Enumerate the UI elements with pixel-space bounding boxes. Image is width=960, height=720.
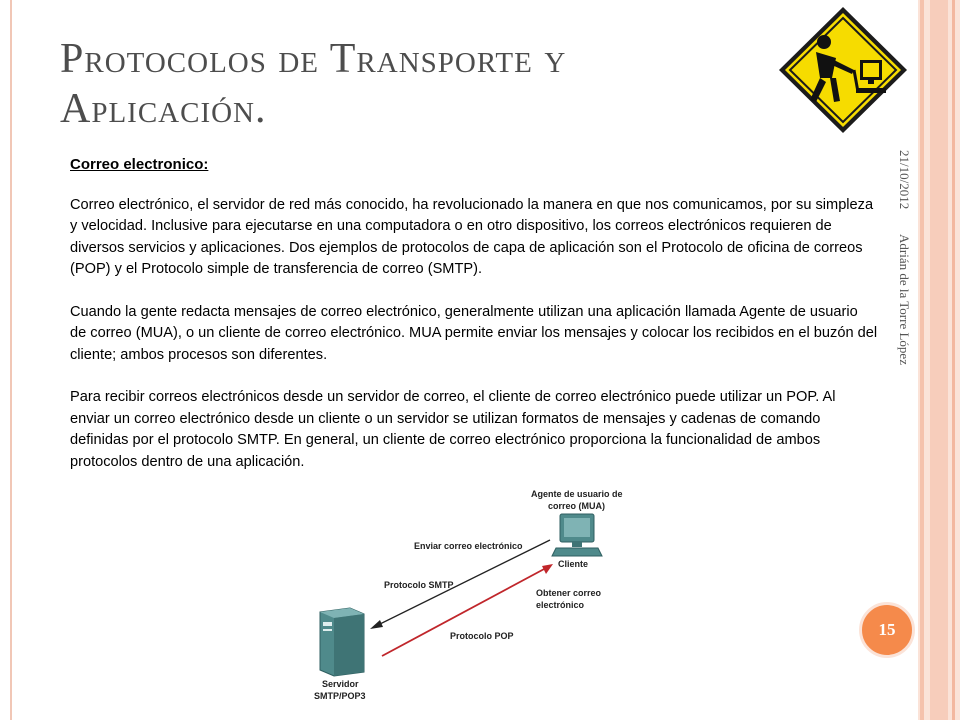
- slide-date: 21/10/2012: [897, 150, 912, 210]
- retrieve-email-label-line-2: electrónico: [536, 600, 585, 610]
- pop-protocol-label: Protocolo POP: [450, 631, 514, 641]
- title-line-2: Aplicación.: [60, 86, 267, 132]
- smtp-protocol-label: Protocolo SMTP: [384, 580, 454, 590]
- right-decorative-panel: [918, 0, 960, 720]
- server-label-line-1: Servidor: [322, 679, 359, 689]
- client-computer-icon: [552, 514, 602, 556]
- slide-author: Adrián de la Torre López: [897, 234, 912, 366]
- slide-footer-vertical: [888, 150, 912, 450]
- server-tower-icon: [320, 608, 364, 676]
- mua-label-line-1: Agente de usuario de: [531, 489, 623, 499]
- paragraph-1: Correo electrónico, el servidor de red más conocido, ha revolucionado la manera en que nos comunicamos, por su simpleza y velocidad. Inclusive para ejecutarse en una computadora o en otro dispositivo, los correos electrónicos requieren de diversos servicios y aplicaciones. Dos ejemplos de protocolos de capa de aplicación son el Protocolo de oficina de correos (POP) y el Protocolo simple de transferencia de correo (SMTP).: [70, 196, 874, 277]
- section-heading: Correo electronico:: [70, 156, 209, 173]
- retrieve-email-label-line-1: Obtener correo: [536, 588, 602, 598]
- slide-body: [70, 154, 878, 494]
- page-number-badge: 15: [859, 602, 915, 658]
- construction-worker-icon: [776, 4, 910, 136]
- paragraph-3: Para recibir correos electrónicos desde un servidor de correo, el cliente de correo electrónico puede utilizar un POP. Al enviar un correo electrónico desde un cliente o un servidor se utilizan formatos de mensajes y cadenas de comando definidas por el protocolo SMTP. En general, un cliente de correo electrónico proporciona la funcionalidad de ambos protocolos dentro de una aplicación.: [70, 389, 836, 470]
- email-protocol-diagram: [300, 488, 640, 716]
- send-email-label: Enviar correo electrónico: [414, 541, 523, 551]
- mua-label-line-2: correo (MUA): [548, 501, 606, 511]
- title-line-1: Protocolos de Transporte y: [60, 36, 567, 82]
- server-label-line-2: SMTP/POP3: [314, 691, 366, 701]
- left-border-rule: [10, 0, 12, 720]
- slide-title: [60, 34, 760, 134]
- client-label: Cliente: [558, 559, 589, 569]
- paragraph-2: Cuando la gente redacta mensajes de correo electrónico, generalmente utilizan una aplicación llamada Agente de usuario de correo (MUA), o un cliente de correo electrónico. MUA permite enviar los mensajes y colocar los recibidos en el buzón del cliente; ambos procesos son diferentes.: [70, 303, 878, 363]
